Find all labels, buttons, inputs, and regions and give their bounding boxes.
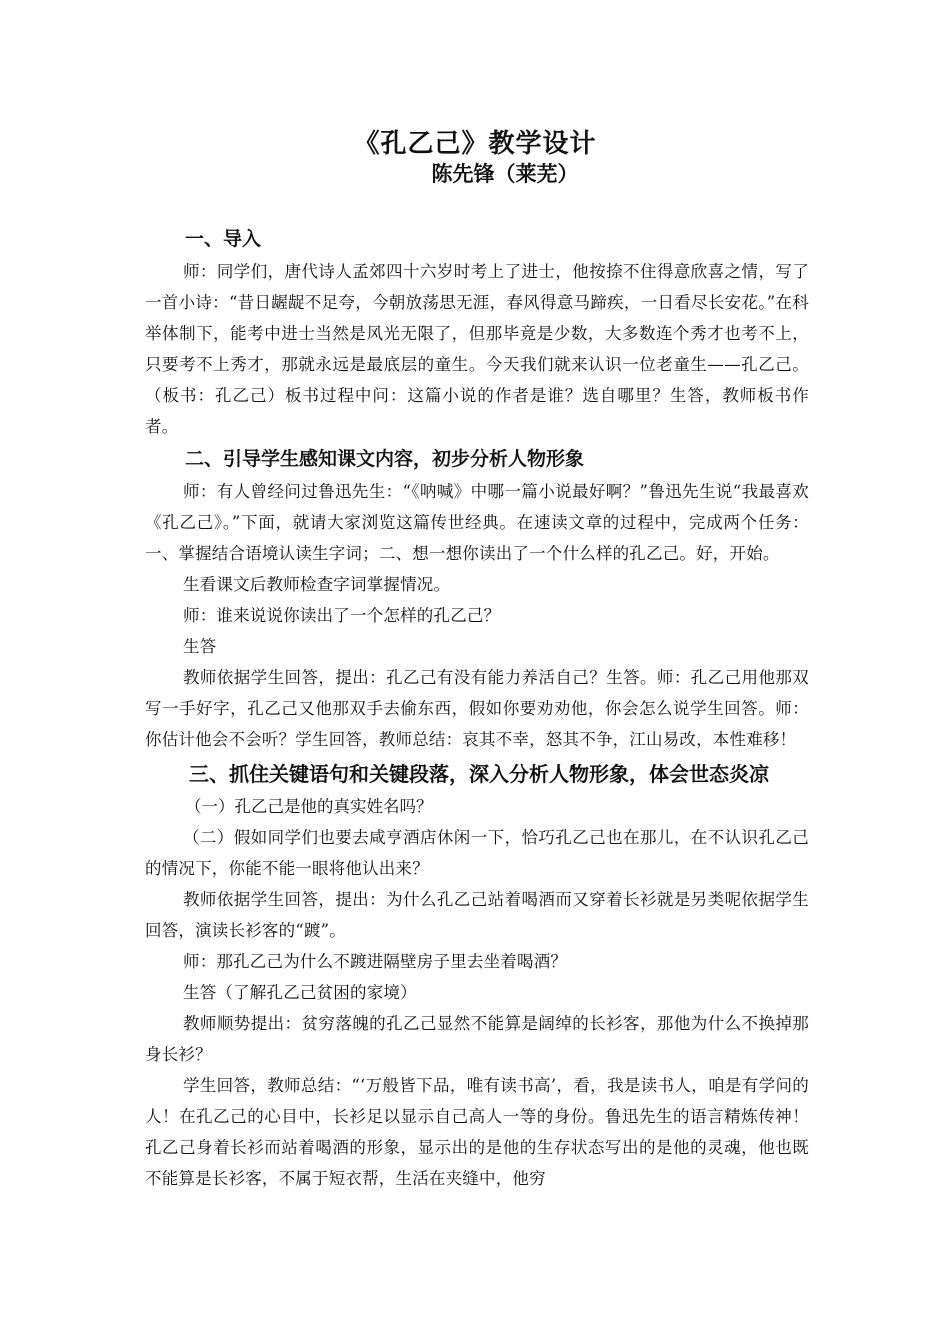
section-heading-intro: 一、导入 [185, 228, 262, 250]
paragraph: 师：同学们，唐代诗人孟郊四十六岁时考上了进士，他按捺不住得意欣喜之情，写了一首小诗：“昔日龌龊不足夸，今朝放荡思无涯，春风得意马蹄疾，一日看尽长安花。”在科举体制下，能考中进士当然是风光无限了，但那毕竟是少数，大多数连个秀才也考不上，只要考不上秀才，那就永远是最底层的童生。今天我们就来认识一位老童生——孔乙己。（板书：孔乙己）板书过程中问：这篇小说的作者是谁？选自哪里？生答，教师板书作者。 [145, 262, 809, 436]
paragraph: 师：那孔乙己为什么不踱进隔壁房子里去坐着喝酒？ [183, 952, 568, 971]
paragraph: 师：谁来说说你读出了一个怎样的孔乙己？ [183, 606, 501, 625]
paragraph: 生看课文后教师检查字词掌握情况。 [183, 575, 451, 594]
paragraph: （二）假如同学们也要去咸亨酒店休闲一下，恰巧孔乙己也在那儿，在不认识孔乙己的情况下，你能不能一眼将他认出来？ [145, 828, 809, 878]
document-title: 《孔乙己》教学设计 [353, 129, 597, 159]
paragraph: 学生回答，教师总结：“‘万般皆下品，唯有读书高’，看，我是读书人，咱是有学问的人！在孔乙己的心目中，长衫足以显示自己高人一等的身份。鲁迅先生的语言精炼传神！孔乙己身着长衫而站着喝酒的形象，显示出的是他的生存状态写出的是他的灵魂，他也既不能算是长衫客，不属于短衣帮，生活在夹缝中，他穷 [145, 1076, 809, 1188]
paragraph: 生答（了解孔乙己贫困的家境） [183, 983, 417, 1002]
document-author: 陈先锋（莱芜） [431, 162, 579, 186]
sub-question: （一）孔乙己是他的真实姓名吗？ [185, 797, 433, 816]
paragraph: 师：有人曾经问过鲁迅先生：“《呐喊》中哪一篇小说最好啊？”鲁迅先生说“我最喜欢《孔乙己》。”下面，就请大家浏览这篇传世经典。在速读文章的过程中，完成两个任务：一、掌握结合语境认读生字词；二、想一想你读出了一个什么样的孔乙己。好，开始。 [145, 482, 809, 563]
document-body [145, 218, 809, 1194]
section-heading-analysis: 三、抓住关键语句和关键段落，深入分析人物形象，体会世态炎凉 [189, 762, 769, 786]
section-heading-perceive: 二、引导学生感知课文内容，初步分析人物形象 [185, 448, 585, 470]
paragraph: 教师依据学生回答，提出：孔乙己有没有能力养活自己？生答。师：孔乙己用他那双写一手好字，孔乙己又他那双手去偷东西，假如你要劝劝他，你会怎么说学生回答。师：你估计他会不会听？学生回答，教师总结：哀其不幸，怒其不争，江山易改，本性难移！ [145, 668, 809, 749]
paragraph: 教师依据学生回答，提出：为什么孔乙己站着喝酒而又穿着长衫就是另类呢依据学生回答，演读长衫客的“踱”。 [145, 890, 809, 940]
paragraph: 教师顺势提出：贫穷落魄的孔乙己显然不能算是阔绰的长衫客，那他为什么不换掉那身长衫？ [145, 1014, 809, 1064]
paragraph: 生答 [183, 637, 217, 656]
